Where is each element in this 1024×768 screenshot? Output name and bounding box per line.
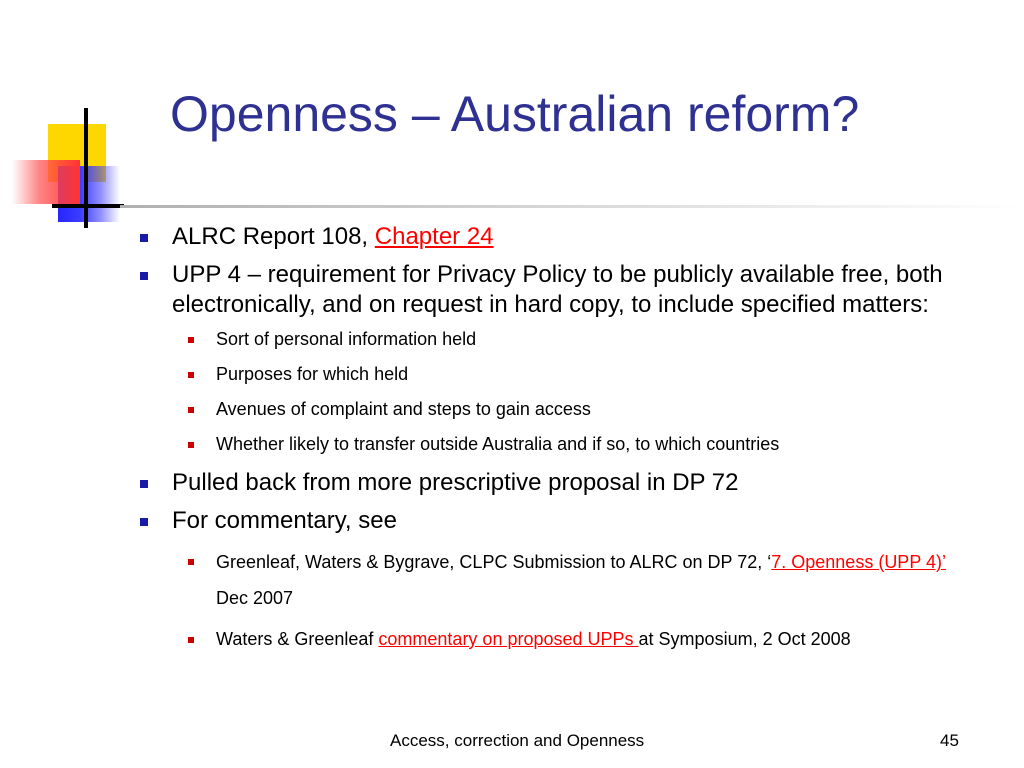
page-number: 45 [940, 731, 959, 750]
bullet-item-commentary [140, 506, 980, 651]
logo-red-square [12, 160, 80, 204]
sub-bullet-text: Waters & Greenleaf [216, 629, 379, 649]
square-bullet-icon [140, 518, 148, 526]
bullet-text: Pulled back from more prescriptive proposal in DP 72 [172, 469, 739, 496]
sub-bullet-date: Dec 2007 [216, 588, 294, 608]
bullet-item-upp4 [140, 260, 980, 456]
slide-content [140, 222, 980, 663]
sub-bullet-text: Sort of personal information held [216, 329, 477, 349]
openness-upp4-link[interactable]: 7. Openness (UPP 4)’ [771, 552, 947, 572]
sub-bullet-item [184, 328, 980, 351]
bullet-text: For commentary, see [172, 507, 397, 534]
bullet-list [140, 222, 980, 651]
bullet-item-alrc [140, 222, 980, 252]
sub-bullet-item-submission [184, 544, 980, 616]
sub-bullet-text: Greenleaf, Waters & Bygrave, CLPC Submission to ALRC on DP 72, ‘ [216, 552, 772, 572]
square-bullet-icon [140, 234, 148, 242]
title-divider [120, 205, 1024, 208]
bullet-text: ALRC Report 108, [172, 223, 375, 250]
small-square-bullet-icon [188, 372, 194, 378]
sub-bullet-text: Avenues of complaint and steps to gain access [216, 399, 591, 419]
square-bullet-icon [140, 272, 148, 280]
chapter-24-link[interactable]: Chapter 24 [374, 223, 494, 250]
commentary-upps-link[interactable]: commentary on proposed UPPs [378, 629, 639, 649]
small-square-bullet-icon [188, 442, 194, 448]
sub-bullet-text-end: at Symposium, 2 Oct 2008 [638, 629, 851, 649]
footer-title: Access, correction and Openness [390, 731, 645, 750]
bullet-item-dp72 [140, 468, 980, 498]
slide-title: Openness – Australian reform? [170, 86, 860, 142]
sub-bullet-text: Purposes for which held [216, 364, 409, 384]
bullet-text: UPP 4 – requirement for Privacy Policy to be publicly available free, both electronically, and on request in hard copy, to include specified matters: [172, 261, 943, 318]
logo-vertical-line [84, 108, 88, 228]
sub-bullet-item-symposium [184, 628, 980, 651]
sub-bullet-list [140, 328, 980, 456]
sub-bullet-text: Whether likely to transfer outside Australia and if so, to which countries [216, 434, 780, 454]
small-square-bullet-icon [188, 559, 194, 565]
sub-bullet-item [184, 363, 980, 386]
sub-bullet-list [140, 544, 980, 651]
small-square-bullet-icon [188, 337, 194, 343]
sub-bullet-item [184, 398, 980, 421]
square-bullet-icon [140, 480, 148, 488]
small-square-bullet-icon [188, 637, 194, 643]
sub-bullet-item [184, 433, 980, 456]
logo-horizontal-line [52, 204, 124, 208]
small-square-bullet-icon [188, 407, 194, 413]
